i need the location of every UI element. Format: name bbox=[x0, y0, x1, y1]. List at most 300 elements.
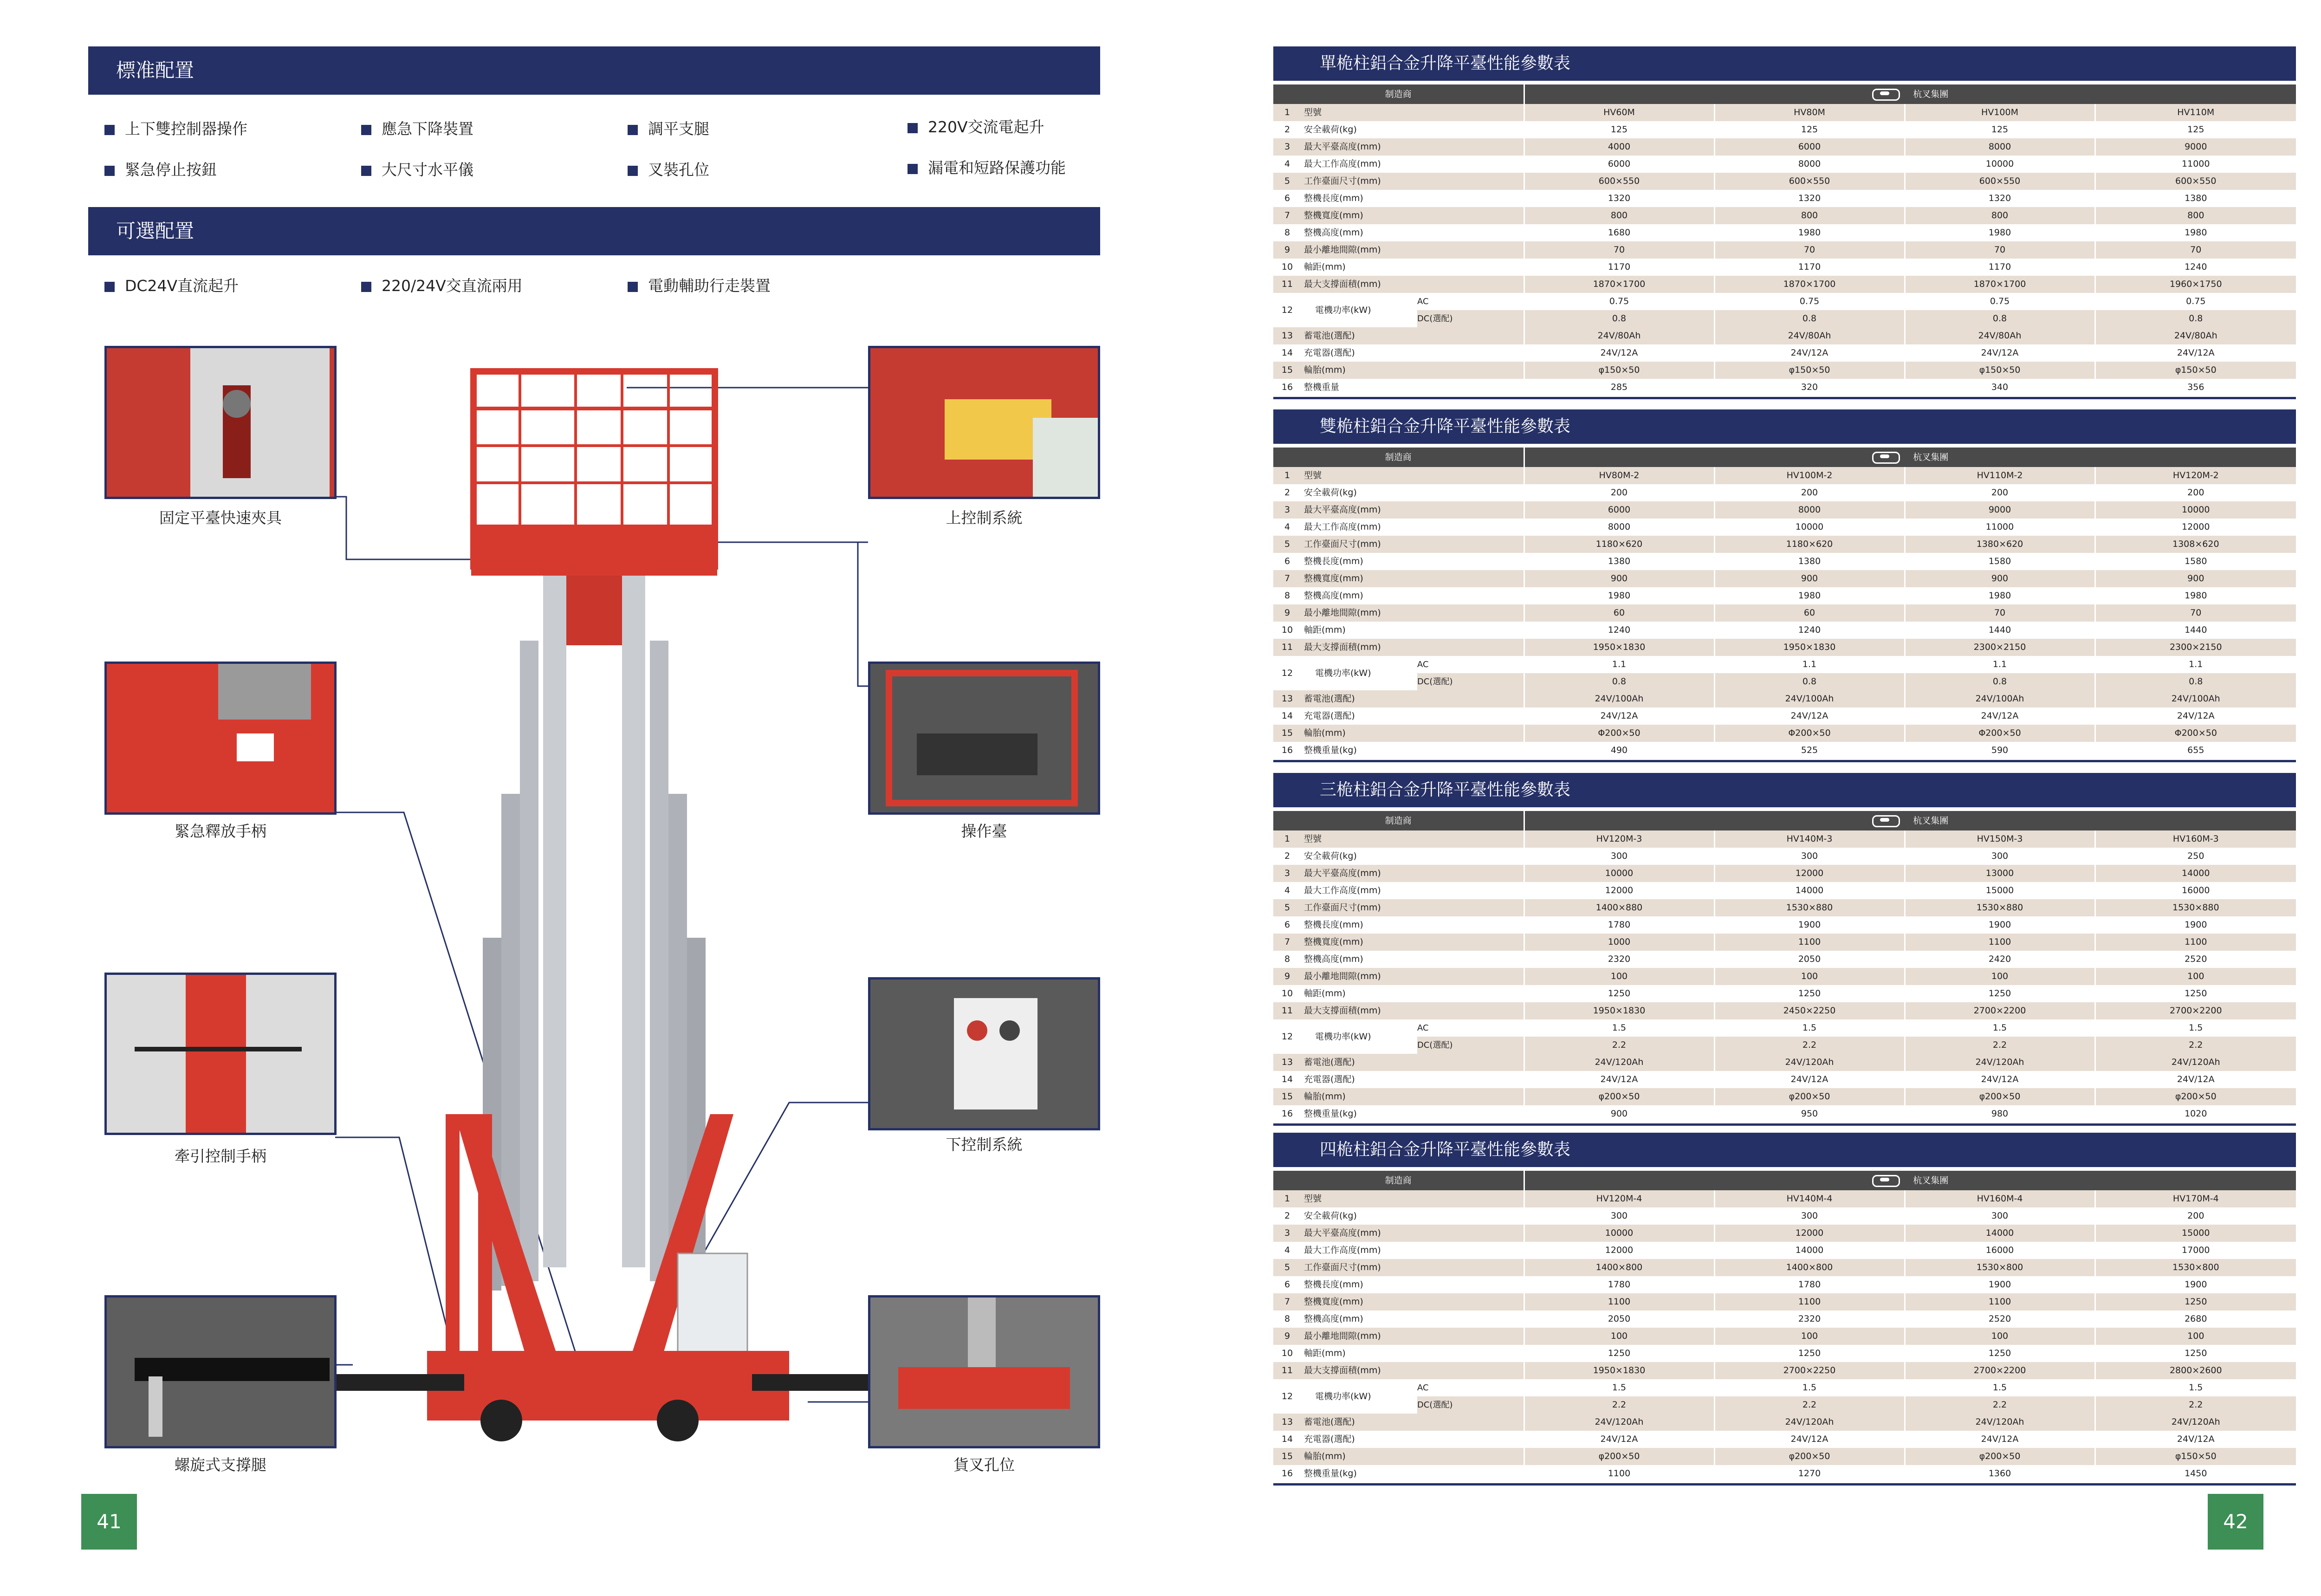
aerial-work-platform-illustration bbox=[325, 353, 873, 1453]
power-ac-label: AC bbox=[1417, 656, 1524, 673]
spec-value: 17000 bbox=[2095, 1242, 2296, 1259]
spec-value: 1.5 bbox=[1905, 1019, 2095, 1037]
feature-item: 調平支腿 bbox=[628, 117, 709, 139]
spec-value: 2420 bbox=[1905, 951, 2095, 968]
feature-item: 緊急停止按鈕 bbox=[104, 158, 217, 180]
row-label: 型號 bbox=[1301, 830, 1524, 848]
spec-value: 24V/120Ah bbox=[1714, 1054, 1905, 1071]
spec-row bbox=[1273, 1465, 2296, 1482]
spec-value: 24V/120Ah bbox=[1524, 1414, 1714, 1431]
hangcha-logo-icon bbox=[1872, 89, 1900, 101]
maker-label: 制造商 bbox=[1273, 811, 1524, 830]
row-number: 1 bbox=[1273, 830, 1301, 848]
row-number: 7 bbox=[1273, 1293, 1301, 1311]
spec-value: 24V/12A bbox=[1905, 707, 2095, 725]
feature-item: 220/24V交直流兩用 bbox=[361, 274, 523, 296]
spec-value: Φ200×50 bbox=[2095, 725, 2296, 742]
spec-row bbox=[1273, 1328, 2296, 1345]
spec-row bbox=[1273, 830, 2296, 848]
spec-header-row bbox=[1273, 448, 2296, 467]
spec-value: 300 bbox=[1714, 1207, 1905, 1225]
spec-row bbox=[1273, 190, 2296, 207]
power-dc-label: DC(選配) bbox=[1417, 673, 1524, 690]
spec-value: 24V/120Ah bbox=[1905, 1414, 2095, 1431]
emergency-release-icon bbox=[107, 664, 334, 812]
row-label: 最大支撐面積(mm) bbox=[1301, 1362, 1524, 1379]
row-label: 最大工作高度(mm) bbox=[1301, 882, 1524, 899]
spec-value: 300 bbox=[1524, 1207, 1714, 1225]
spec-value: 1.1 bbox=[2095, 656, 2296, 673]
spec-value: 14000 bbox=[1905, 1225, 2095, 1242]
row-number: 6 bbox=[1273, 190, 1301, 207]
row-label: 軸距(mm) bbox=[1301, 1345, 1524, 1362]
spec-value: 1100 bbox=[1524, 1293, 1714, 1311]
feature-item: DC24V直流起升 bbox=[104, 274, 239, 296]
row-label: 安全載荷(kg) bbox=[1301, 121, 1524, 138]
spec-row bbox=[1273, 259, 2296, 276]
spec-row bbox=[1273, 362, 2296, 379]
caption-upper-control: 上控制系統 bbox=[946, 509, 1023, 527]
spec-value: 900 bbox=[1905, 570, 2095, 587]
row-number: 2 bbox=[1273, 484, 1301, 501]
spec-value: 1400×800 bbox=[1524, 1259, 1714, 1276]
spec-value: 1240 bbox=[2095, 259, 2296, 276]
row-label: 最小離地間隙(mm) bbox=[1301, 241, 1524, 259]
spec-value: 2320 bbox=[1714, 1311, 1905, 1328]
photo-lower-control bbox=[868, 977, 1100, 1130]
spec-row bbox=[1273, 553, 2296, 570]
spec-value: 1308×620 bbox=[2095, 536, 2296, 553]
spec-value: 2.2 bbox=[2095, 1037, 2296, 1054]
row-number: 13 bbox=[1273, 327, 1301, 344]
spec-value: 1.5 bbox=[1524, 1379, 1714, 1396]
row-number: 4 bbox=[1273, 882, 1301, 899]
page-right bbox=[1168, 0, 2321, 1596]
spec-value: 200 bbox=[1714, 484, 1905, 501]
spec-value: φ200×50 bbox=[1524, 1088, 1714, 1105]
spec-value: 24V/12A bbox=[1905, 1071, 2095, 1088]
row-number: 2 bbox=[1273, 1207, 1301, 1225]
row-label: 輪胎(mm) bbox=[1301, 362, 1524, 379]
spec-value: 1170 bbox=[1905, 259, 2095, 276]
spec-value: 60 bbox=[1524, 604, 1714, 622]
spec-row bbox=[1273, 156, 2296, 173]
row-label: 蓄電池(選配) bbox=[1301, 1414, 1524, 1431]
spec-value: 125 bbox=[2095, 121, 2296, 138]
spec-value: 1900 bbox=[1714, 916, 1905, 934]
feature-item: 大尺寸水平儀 bbox=[361, 158, 473, 180]
spec-value: 24V/120Ah bbox=[1714, 1414, 1905, 1431]
row-number: 13 bbox=[1273, 1054, 1301, 1071]
spec-value: 300 bbox=[1714, 848, 1905, 865]
spec-row bbox=[1273, 848, 2296, 865]
spec-value: 2.2 bbox=[1714, 1037, 1905, 1054]
spec-value: 285 bbox=[1524, 379, 1714, 396]
row-number: 9 bbox=[1273, 241, 1301, 259]
spec-value: 0.8 bbox=[1714, 673, 1905, 690]
spec-row bbox=[1273, 104, 2296, 121]
spec-value: 70 bbox=[1905, 241, 2095, 259]
spec-value: 200 bbox=[2095, 484, 2296, 501]
row-label: 軸距(mm) bbox=[1301, 622, 1524, 639]
row-number: 9 bbox=[1273, 1328, 1301, 1345]
table-bottom-rule bbox=[1273, 1123, 2296, 1126]
row-label: 蓄電池(選配) bbox=[1301, 1054, 1524, 1071]
spec-row bbox=[1273, 690, 2296, 707]
row-number: 5 bbox=[1273, 899, 1301, 916]
spec-value: 70 bbox=[1524, 241, 1714, 259]
spec-row bbox=[1273, 742, 2296, 759]
spec-value: 600×550 bbox=[1714, 173, 1905, 190]
spec-row bbox=[1273, 1414, 2296, 1431]
spec-value: 1250 bbox=[2095, 985, 2296, 1002]
spec-value: 1100 bbox=[1524, 1465, 1714, 1482]
maker-value bbox=[1524, 84, 2296, 104]
spec-value: 24V/120Ah bbox=[2095, 1054, 2296, 1071]
spec-row bbox=[1273, 241, 2296, 259]
spec-value: 2450×2250 bbox=[1714, 1002, 1905, 1019]
spec-value: 900 bbox=[1524, 570, 1714, 587]
spec-value: 1980 bbox=[2095, 224, 2296, 241]
row-label: 整機高度(mm) bbox=[1301, 1311, 1524, 1328]
row-label: 整機寬度(mm) bbox=[1301, 207, 1524, 224]
spec-value: 10000 bbox=[1905, 156, 2095, 173]
spec-value: 1250 bbox=[1714, 1345, 1905, 1362]
row-label: 工作臺面尺寸(mm) bbox=[1301, 899, 1524, 916]
row-label: 軸距(mm) bbox=[1301, 985, 1524, 1002]
spec-row bbox=[1273, 587, 2296, 604]
spec-value: HV120M-2 bbox=[2095, 467, 2296, 484]
spec-value: 15000 bbox=[1905, 882, 2095, 899]
table-bottom-rule bbox=[1273, 397, 2296, 399]
spec-value: 1250 bbox=[2095, 1293, 2296, 1311]
row-label: 整機高度(mm) bbox=[1301, 587, 1524, 604]
spec-value: 0.8 bbox=[1714, 310, 1905, 327]
caption-clamp: 固定平臺快速夾具 bbox=[159, 509, 282, 527]
spec-row bbox=[1273, 536, 2296, 553]
spec-row-power-dc bbox=[1273, 1037, 2296, 1054]
row-label: 整機寬度(mm) bbox=[1301, 570, 1524, 587]
maker-value bbox=[1524, 448, 2296, 467]
spec-value: 1900 bbox=[1905, 916, 2095, 934]
spec-table bbox=[1273, 1171, 2296, 1482]
spec-value: 1950×1830 bbox=[1714, 639, 1905, 656]
spec-row bbox=[1273, 519, 2296, 536]
spec-value: 1580 bbox=[1905, 553, 2095, 570]
feature-item: 漏電和短路保護功能 bbox=[908, 156, 1066, 178]
row-number: 7 bbox=[1273, 934, 1301, 951]
spec-value: 1.5 bbox=[2095, 1379, 2296, 1396]
spec-value: 2680 bbox=[2095, 1311, 2296, 1328]
spec-value: 0.8 bbox=[2095, 673, 2296, 690]
row-label: 安全載荷(kg) bbox=[1301, 848, 1524, 865]
photo-upper-control bbox=[868, 346, 1100, 499]
spec-value: 1870×1700 bbox=[1905, 276, 2095, 293]
spec-value: 1240 bbox=[1714, 622, 1905, 639]
spec-value: 1100 bbox=[2095, 934, 2296, 951]
row-number: 2 bbox=[1273, 848, 1301, 865]
spec-value: 1.1 bbox=[1714, 656, 1905, 673]
spec-value: 900 bbox=[1714, 570, 1905, 587]
spec-value: 1320 bbox=[1524, 190, 1714, 207]
spec-value: HV160M-4 bbox=[1905, 1190, 2095, 1207]
spec-value: 11000 bbox=[2095, 156, 2296, 173]
row-number: 15 bbox=[1273, 1448, 1301, 1465]
spec-value: 1.1 bbox=[1905, 656, 2095, 673]
spec-value: 2700×2250 bbox=[1714, 1362, 1905, 1379]
spec-row bbox=[1273, 501, 2296, 519]
power-ac-label: AC bbox=[1417, 293, 1524, 310]
spec-value: HV140M-4 bbox=[1714, 1190, 1905, 1207]
row-number: 6 bbox=[1273, 553, 1301, 570]
spec-value: 1240 bbox=[1524, 622, 1714, 639]
spec-value: 12000 bbox=[1714, 865, 1905, 882]
row-label: 整機長度(mm) bbox=[1301, 553, 1524, 570]
row-number: 16 bbox=[1273, 1465, 1301, 1482]
spec-value: 24V/100Ah bbox=[1714, 690, 1905, 707]
spec-value: 600×550 bbox=[1905, 173, 2095, 190]
hangcha-logo-icon bbox=[1872, 815, 1900, 827]
spec-value: φ150×50 bbox=[2095, 1448, 2296, 1465]
spec-row bbox=[1273, 1190, 2296, 1207]
row-number: 12 bbox=[1273, 1379, 1301, 1414]
row-label: 電機功率(kW) bbox=[1301, 656, 1417, 690]
spec-row bbox=[1273, 899, 2296, 916]
spec-value: 1320 bbox=[1905, 190, 2095, 207]
maker-name: 杭叉集團 bbox=[1913, 89, 1949, 99]
spec-value: 1980 bbox=[1714, 587, 1905, 604]
spec-value: 4000 bbox=[1524, 138, 1714, 156]
spec-value: 9000 bbox=[1905, 501, 2095, 519]
spec-value: 1980 bbox=[1714, 224, 1905, 241]
spec-header-row bbox=[1273, 1171, 2296, 1190]
spec-row-power-dc bbox=[1273, 1396, 2296, 1414]
spec-value: 525 bbox=[1714, 742, 1905, 759]
row-number: 13 bbox=[1273, 690, 1301, 707]
row-label: 輪胎(mm) bbox=[1301, 1448, 1524, 1465]
spec-value: 0.75 bbox=[1714, 293, 1905, 310]
spec-row bbox=[1273, 707, 2296, 725]
spec-row bbox=[1273, 985, 2296, 1002]
spec-row bbox=[1273, 622, 2296, 639]
row-label: 工作臺面尺寸(mm) bbox=[1301, 1259, 1524, 1276]
page-number-left: 41 bbox=[81, 1494, 137, 1550]
row-label: 整機重量(kg) bbox=[1301, 742, 1524, 759]
maker-label: 制造商 bbox=[1273, 1171, 1524, 1190]
row-number: 10 bbox=[1273, 985, 1301, 1002]
spec-value: 200 bbox=[2095, 1207, 2296, 1225]
row-number: 3 bbox=[1273, 1225, 1301, 1242]
row-number: 5 bbox=[1273, 536, 1301, 553]
hangcha-logo-icon bbox=[1872, 1175, 1900, 1187]
spec-row bbox=[1273, 276, 2296, 293]
spec-value: 6000 bbox=[1714, 138, 1905, 156]
spec-value: 1980 bbox=[2095, 587, 2296, 604]
spec-value: 2.2 bbox=[1905, 1037, 2095, 1054]
power-dc-label: DC(選配) bbox=[1417, 1037, 1524, 1054]
spec-header-row bbox=[1273, 811, 2296, 830]
spec-value: 1530×800 bbox=[1905, 1259, 2095, 1276]
spec-row bbox=[1273, 1088, 2296, 1105]
spec-value: 1170 bbox=[1714, 259, 1905, 276]
row-number: 7 bbox=[1273, 207, 1301, 224]
spec-value: 1250 bbox=[1905, 985, 2095, 1002]
spec-value: 2050 bbox=[1714, 951, 1905, 968]
row-label: 最大支撐面積(mm) bbox=[1301, 276, 1524, 293]
spec-value: 24V/80Ah bbox=[1714, 327, 1905, 344]
spec-value: 1.5 bbox=[1714, 1019, 1905, 1037]
spec-value: 1020 bbox=[2095, 1105, 2296, 1122]
row-number: 9 bbox=[1273, 968, 1301, 985]
caption-lower-control: 下控制系統 bbox=[946, 1135, 1023, 1154]
spec-value: 1380 bbox=[1524, 553, 1714, 570]
spec-value: HV140M-3 bbox=[1714, 830, 1905, 848]
spec-value: 300 bbox=[1905, 848, 2095, 865]
spec-value: 2.2 bbox=[1524, 1396, 1714, 1414]
spec-value: Φ200×50 bbox=[1524, 725, 1714, 742]
spec-value: 1100 bbox=[1905, 934, 2095, 951]
row-number: 8 bbox=[1273, 951, 1301, 968]
spec-value: HV80M-2 bbox=[1524, 467, 1714, 484]
spec-row bbox=[1273, 1362, 2296, 1379]
spec-value: 1530×880 bbox=[1714, 899, 1905, 916]
spec-value: 2700×2200 bbox=[1905, 1362, 2095, 1379]
spec-value: 1320 bbox=[1714, 190, 1905, 207]
spec-row bbox=[1273, 1002, 2296, 1019]
spec-value: 1.5 bbox=[1524, 1019, 1714, 1037]
upper-control-icon bbox=[870, 348, 1098, 497]
spec-row bbox=[1273, 1276, 2296, 1293]
spec-value: 800 bbox=[1524, 207, 1714, 224]
spec-row bbox=[1273, 207, 2296, 224]
spec-value: 1900 bbox=[2095, 916, 2296, 934]
photo-clamp bbox=[104, 346, 337, 499]
spec-row-power-ac bbox=[1273, 656, 2296, 673]
spec-value: 16000 bbox=[1905, 1242, 2095, 1259]
spec-value: 1400×880 bbox=[1524, 899, 1714, 916]
spec-value: 900 bbox=[1524, 1105, 1714, 1122]
row-label: 最大工作高度(mm) bbox=[1301, 519, 1524, 536]
row-number: 12 bbox=[1273, 1019, 1301, 1054]
spec-value: 10000 bbox=[1714, 519, 1905, 536]
row-number: 10 bbox=[1273, 1345, 1301, 1362]
spec-value: 24V/120Ah bbox=[2095, 1414, 2296, 1431]
spec-row bbox=[1273, 1431, 2296, 1448]
spec-value: 24V/12A bbox=[1524, 1431, 1714, 1448]
spec-table bbox=[1273, 448, 2296, 759]
row-number: 8 bbox=[1273, 224, 1301, 241]
feature-item: 220V交流電起升 bbox=[908, 115, 1044, 137]
spec-row-power-dc bbox=[1273, 673, 2296, 690]
spec-value: 12000 bbox=[2095, 519, 2296, 536]
row-label: 型號 bbox=[1301, 467, 1524, 484]
spec-value: 6000 bbox=[1524, 156, 1714, 173]
spec-value: 100 bbox=[1714, 1328, 1905, 1345]
row-number: 13 bbox=[1273, 1414, 1301, 1431]
row-number: 11 bbox=[1273, 1362, 1301, 1379]
spec-value: 125 bbox=[1905, 121, 2095, 138]
maker-name: 杭叉集團 bbox=[1913, 452, 1949, 462]
spec-value: 100 bbox=[1905, 968, 2095, 985]
spec-value: 13000 bbox=[1905, 865, 2095, 882]
spec-value: 12000 bbox=[1524, 882, 1714, 899]
spec-row bbox=[1273, 1105, 2296, 1122]
spec-value: 60 bbox=[1714, 604, 1905, 622]
spec-value: 24V/12A bbox=[1524, 344, 1714, 362]
spec-value: 10000 bbox=[2095, 501, 2296, 519]
spec-value: 1100 bbox=[1905, 1293, 2095, 1311]
spec-value: 1780 bbox=[1524, 916, 1714, 934]
spec-value: 11000 bbox=[1905, 519, 2095, 536]
spec-value: 125 bbox=[1714, 121, 1905, 138]
spec-value: 24V/12A bbox=[1524, 1071, 1714, 1088]
row-number: 12 bbox=[1273, 656, 1301, 690]
spec-value: 2300×2150 bbox=[1905, 639, 2095, 656]
spec-value: 1.5 bbox=[2095, 1019, 2296, 1037]
spec-value: 24V/100Ah bbox=[2095, 690, 2296, 707]
spec-value: 2050 bbox=[1524, 1311, 1714, 1328]
spec-table-title: 四桅柱鋁合金升降平臺性能參數表 bbox=[1273, 1133, 2296, 1167]
spec-value: 1980 bbox=[1524, 587, 1714, 604]
spec-value: 2.2 bbox=[1905, 1396, 2095, 1414]
maker-name: 杭叉集團 bbox=[1913, 816, 1949, 826]
spec-value: 14000 bbox=[1714, 1242, 1905, 1259]
optional-config-title: 可選配置 bbox=[116, 220, 194, 242]
spec-value: 1580 bbox=[2095, 553, 2296, 570]
row-number: 7 bbox=[1273, 570, 1301, 587]
spec-row bbox=[1273, 484, 2296, 501]
spec-value: 600×550 bbox=[1524, 173, 1714, 190]
tow-handle-icon bbox=[107, 975, 334, 1133]
power-dc-label: DC(選配) bbox=[1417, 310, 1524, 327]
row-number: 3 bbox=[1273, 865, 1301, 882]
spec-value: 24V/100Ah bbox=[1524, 690, 1714, 707]
spec-value: 200 bbox=[1524, 484, 1714, 501]
spec-value: 356 bbox=[2095, 379, 2296, 396]
spec-value: 1000 bbox=[1524, 934, 1714, 951]
spec-value: 1960×1750 bbox=[2095, 276, 2296, 293]
spec-value: 1780 bbox=[1524, 1276, 1714, 1293]
row-number: 9 bbox=[1273, 604, 1301, 622]
spec-value: 9000 bbox=[2095, 138, 2296, 156]
row-number: 1 bbox=[1273, 104, 1301, 121]
spec-value: 15000 bbox=[2095, 1225, 2296, 1242]
row-number: 12 bbox=[1273, 293, 1301, 327]
row-label: 整機高度(mm) bbox=[1301, 951, 1524, 968]
spec-value: 70 bbox=[2095, 604, 2296, 622]
spec-value: 1380 bbox=[1714, 553, 1905, 570]
spec-row bbox=[1273, 570, 2296, 587]
row-number: 10 bbox=[1273, 622, 1301, 639]
spec-value: 14000 bbox=[2095, 865, 2296, 882]
row-label: 整機重量(kg) bbox=[1301, 1105, 1524, 1122]
spec-row bbox=[1273, 1259, 2296, 1276]
row-label: 最大工作高度(mm) bbox=[1301, 156, 1524, 173]
spec-value: 100 bbox=[1905, 1328, 2095, 1345]
row-number: 15 bbox=[1273, 725, 1301, 742]
spec-row bbox=[1273, 725, 2296, 742]
table-bottom-rule bbox=[1273, 1483, 2296, 1486]
spec-value: 1380×620 bbox=[1905, 536, 2095, 553]
spec-value: φ150×50 bbox=[1524, 362, 1714, 379]
row-label: 最小離地間隙(mm) bbox=[1301, 604, 1524, 622]
spec-row-power-ac bbox=[1273, 1379, 2296, 1396]
spec-row bbox=[1273, 327, 2296, 344]
spec-value: 300 bbox=[1905, 1207, 2095, 1225]
spec-row bbox=[1273, 344, 2296, 362]
spec-value: 1680 bbox=[1524, 224, 1714, 241]
spec-value: 300 bbox=[1524, 848, 1714, 865]
